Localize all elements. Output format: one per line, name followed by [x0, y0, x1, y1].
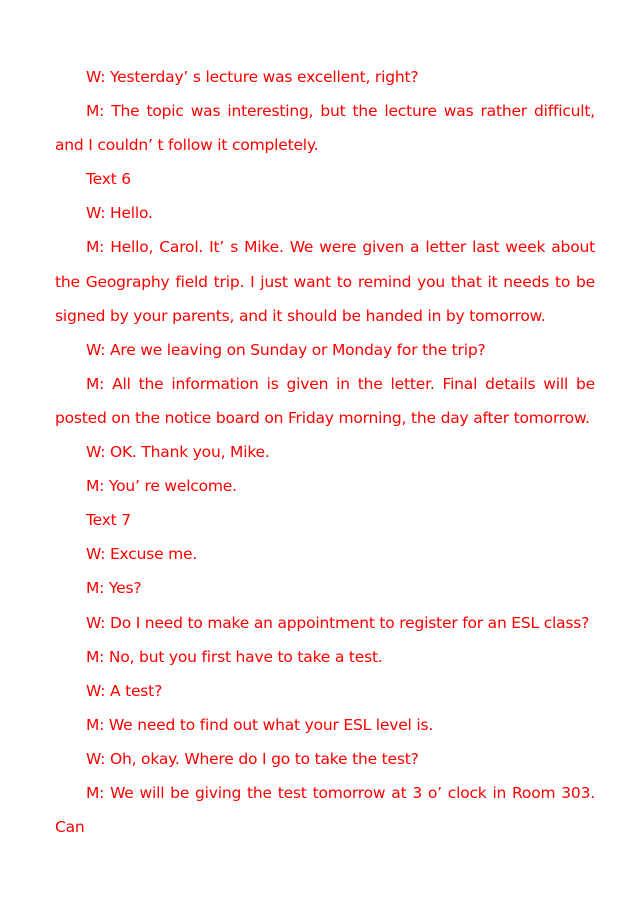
section-heading-text-6: Text 6: [86, 170, 131, 189]
dialogue-line-m-level: M: We need to find out what your ESL level is.: [86, 715, 434, 734]
dialogue-line-m-welcome: M: You’ re welcome.: [86, 477, 237, 496]
dialogue-line-w-lecture: W: Yesterday’ s lecture was excellent, right?: [86, 68, 419, 86]
dialogue-line-m-test: M: No, but you first have to take a test.: [86, 647, 383, 666]
dialogue-line-m-information: M: All the information is given in the letter. Final details will be posted on the notice board on Friday morning, the day after tomorrow.: [55, 374, 600, 427]
dialogue-line-w-leaving: W: Are we leaving on Sunday or Monday for the trip?: [86, 340, 486, 359]
dialogue-line-w-appointment: W: Do I need to make an appointment to register for an ESL class?: [86, 613, 590, 632]
dialogue-line-w-a-test: W: A test?: [86, 681, 163, 700]
section-heading-text-7: Text 7: [86, 511, 131, 530]
dialogue-line-m-yes: M: Yes?: [86, 579, 142, 598]
dialogue-line-w-hello: W: Hello.: [86, 204, 153, 223]
document-page: [55, 60, 600, 844]
dialogue-line-m-topic: M: The topic was interesting, but the lecture was rather difficult, and I couldn’ t follow it completely.: [55, 102, 600, 155]
dialogue-line-m-room: M: We will be giving the test tomorrow at 3 o’ clock in Room 303. Can: [55, 783, 600, 837]
dialogue-line-w-excuse: W: Excuse me.: [86, 545, 198, 564]
dialogue-line-m-carol: M: Hello, Carol. It’ s Mike. We were given a letter last week about the Geography field trip. I just want to remind you that it needs to be signed by your parents, and it should be handed in by tomorrow.: [55, 238, 600, 325]
dialogue-line-w-thanks: W: OK. Thank you, Mike.: [86, 443, 270, 462]
dialogue-line-w-where: W: Oh, okay. Where do I go to take the test?: [86, 749, 419, 768]
